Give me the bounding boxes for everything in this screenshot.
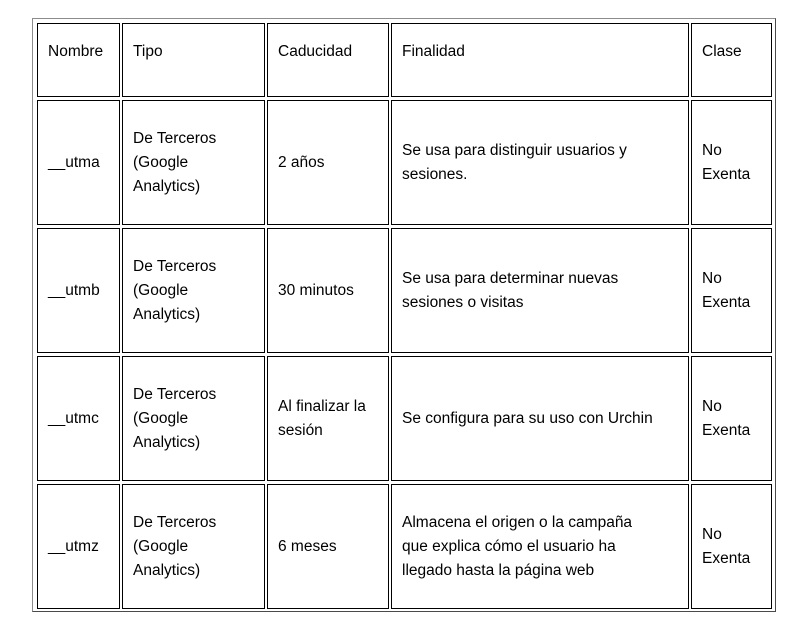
finalidad-line: Se usa para distinguir usuarios y: [402, 141, 627, 159]
clase-line: No: [702, 141, 722, 159]
tipo-line: De Terceros: [133, 129, 217, 147]
row-3-finalidad: [391, 356, 689, 481]
row-3-caducidad: [267, 356, 389, 481]
tipo-line: (Google: [133, 153, 189, 171]
header-caducidad: [267, 23, 389, 97]
header-finalidad: [391, 23, 689, 97]
clase-line: Exenta: [702, 165, 751, 183]
clase-line: Exenta: [702, 421, 751, 439]
clase-line: No: [702, 397, 722, 415]
cookies-table: [32, 18, 776, 612]
row-2-nombre: [37, 228, 120, 353]
header-tipo-label: Tipo: [133, 43, 163, 60]
finalidad-line: llegado hasta la página web: [402, 561, 595, 579]
cookie-name: __utmz: [48, 537, 99, 555]
header-caducidad-label: Caducidad: [278, 43, 353, 60]
cookie-name: __utmb: [48, 281, 100, 299]
row-1-tipo: [122, 100, 265, 225]
tipo-line: Analytics): [133, 177, 201, 195]
finalidad-line: Se configura para su uso con Urchin: [402, 409, 653, 427]
tipo-line: (Google: [133, 409, 189, 427]
tipo-line: (Google: [133, 537, 189, 555]
row-2-caducidad: [267, 228, 389, 353]
row-2-clase: [691, 228, 772, 353]
finalidad-line: Se usa para determinar nuevas: [402, 269, 619, 287]
header-tipo: [122, 23, 265, 97]
cookie-name: __utma: [48, 153, 100, 171]
header-nombre: [37, 23, 120, 97]
caducidad-line: sesión: [278, 421, 323, 439]
row-1-nombre: [37, 100, 120, 225]
row-4-nombre: [37, 484, 120, 609]
caducidad-line: 6 meses: [278, 537, 337, 555]
row-4-tipo: [122, 484, 265, 609]
row-4-clase: [691, 484, 772, 609]
finalidad-line: sesiones.: [402, 165, 468, 183]
tipo-line: (Google: [133, 281, 189, 299]
row-1-finalidad: [391, 100, 689, 225]
tipo-line: De Terceros: [133, 513, 217, 531]
cookie-name: __utmc: [48, 409, 99, 427]
finalidad-line: Almacena el origen o la campaña: [402, 513, 633, 531]
header-nombre-label: Nombre: [48, 43, 104, 60]
row-3-nombre: [37, 356, 120, 481]
row-2-tipo: [122, 228, 265, 353]
row-4-caducidad: [267, 484, 389, 609]
header-clase: [691, 23, 772, 97]
clase-line: Exenta: [702, 293, 751, 311]
tipo-line: Analytics): [133, 305, 201, 323]
row-1-clase: [691, 100, 772, 225]
clase-line: Exenta: [702, 549, 751, 567]
row-1-caducidad: [267, 100, 389, 225]
tipo-line: De Terceros: [133, 385, 217, 403]
caducidad-line: 30 minutos: [278, 281, 354, 299]
row-3-tipo: [122, 356, 265, 481]
caducidad-line: Al finalizar la: [278, 397, 366, 415]
clase-line: No: [702, 525, 722, 543]
header-clase-label: Clase: [702, 43, 742, 60]
header-finalidad-label: Finalidad: [402, 43, 465, 60]
finalidad-line: sesiones o visitas: [402, 293, 524, 311]
caducidad-line: 2 años: [278, 153, 325, 171]
row-3-clase: [691, 356, 772, 481]
tipo-line: De Terceros: [133, 257, 217, 275]
clase-line: No: [702, 269, 722, 287]
row-4-finalidad: [391, 484, 689, 609]
tipo-line: Analytics): [133, 433, 201, 451]
row-2-finalidad: [391, 228, 689, 353]
tipo-line: Analytics): [133, 561, 201, 579]
finalidad-line: que explica cómo el usuario ha: [402, 537, 616, 555]
